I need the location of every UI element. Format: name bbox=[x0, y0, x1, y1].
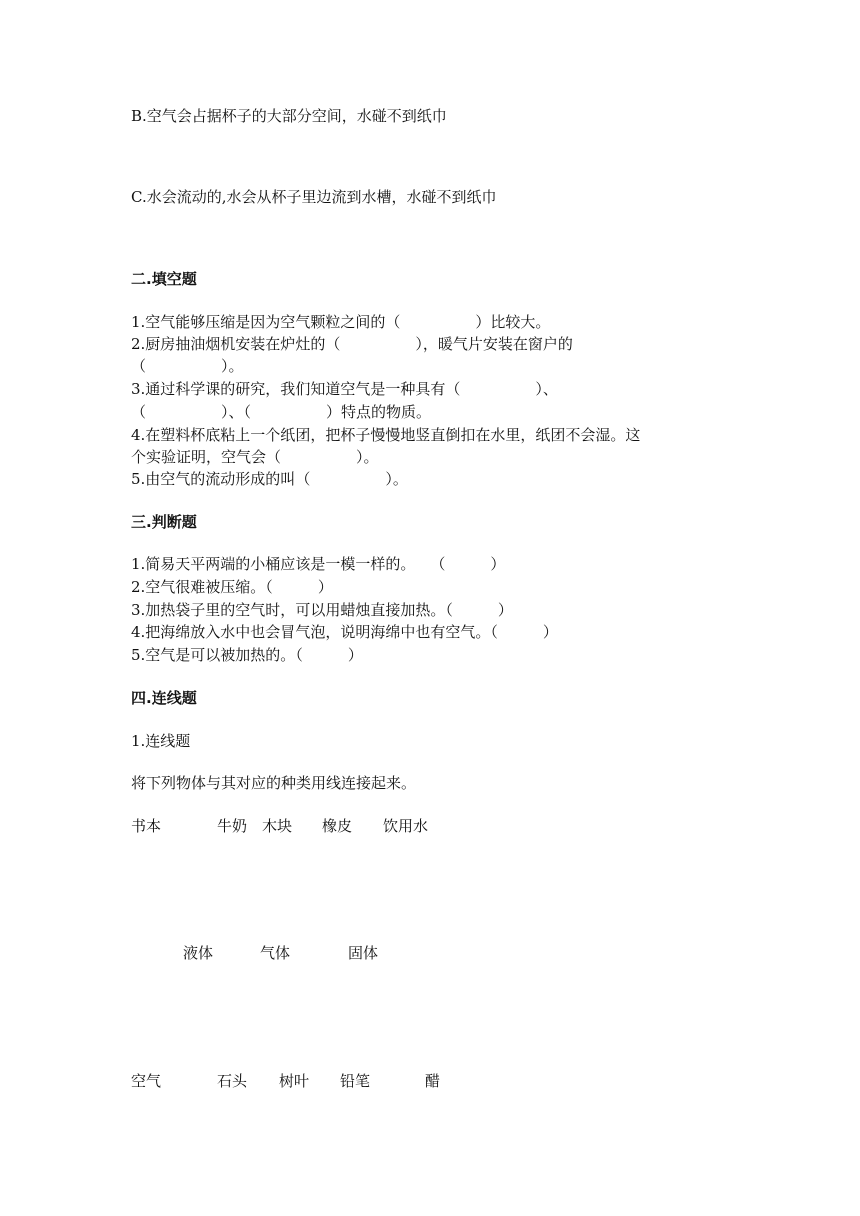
matching-instruction: 将下列物体与其对应的种类用线连接起来。 bbox=[131, 774, 417, 792]
section-title-matching: 四.连线题 bbox=[131, 689, 197, 707]
match-category: 固体 bbox=[348, 944, 379, 962]
matching-question-number: 1.连线题 bbox=[131, 732, 191, 750]
match-item-top: 饮用水 bbox=[383, 817, 429, 835]
fill-line-8: 5.由空气的流动形成的叫（ ）。 bbox=[131, 470, 408, 488]
judge-line-5: 5.空气是可以被加热的。（ ） bbox=[131, 646, 363, 664]
fill-line-7: 个实验证明，空气会（ ）。 bbox=[131, 448, 379, 466]
match-item-top: 木块 bbox=[262, 817, 293, 835]
match-item-top: 橡皮 bbox=[322, 817, 353, 835]
fill-line-3: （ ）。 bbox=[131, 357, 244, 375]
fill-line-4: 3.通过科学课的研究，我们知道空气是一种具有（ ）、 bbox=[131, 380, 558, 398]
match-category: 气体 bbox=[260, 944, 291, 962]
option-b: B.空气会占据杯子的大部分空间，水碰不到纸巾 bbox=[131, 107, 447, 125]
match-item-bottom: 空气 bbox=[131, 1072, 162, 1090]
judge-line-1: 1.简易天平两端的小桶应该是一模一样的。 （ ） bbox=[131, 555, 506, 573]
judge-line-4: 4.把海绵放入水中也会冒气泡，说明海绵中也有空气。（ ） bbox=[131, 623, 558, 641]
judge-line-2: 2.空气很难被压缩。（ ） bbox=[131, 578, 333, 596]
match-item-top: 书本 bbox=[131, 817, 162, 835]
fill-line-2: 2.厨房抽油烟机安装在炉灶的（ ），暖气片安装在窗户的 bbox=[131, 335, 573, 353]
match-category: 液体 bbox=[183, 944, 214, 962]
judge-line-3: 3.加热袋子里的空气时，可以用蜡烛直接加热。（ ） bbox=[131, 601, 513, 619]
section-title-fill-in: 二.填空题 bbox=[131, 270, 197, 288]
fill-line-6: 4.在塑料杯底粘上一个纸团，把杯子慢慢地竖直倒扣在水里，纸团不会湿。这 bbox=[131, 426, 641, 444]
match-item-bottom: 石头 bbox=[217, 1072, 248, 1090]
match-item-bottom: 醋 bbox=[425, 1072, 441, 1090]
option-c: C.水会流动的,水会从杯子里边流到水槽，水碰不到纸巾 bbox=[131, 188, 497, 206]
fill-line-5: （ ）、（ ）特点的物质。 bbox=[131, 403, 432, 421]
match-item-bottom: 铅笔 bbox=[340, 1072, 371, 1090]
fill-line-1: 1.空气能够压缩是因为空气颗粒之间的（ ）比较大。 bbox=[131, 313, 551, 331]
section-title-judgement: 三.判断题 bbox=[131, 513, 197, 531]
match-item-bottom: 树叶 bbox=[279, 1072, 310, 1090]
match-item-top: 牛奶 bbox=[217, 817, 248, 835]
